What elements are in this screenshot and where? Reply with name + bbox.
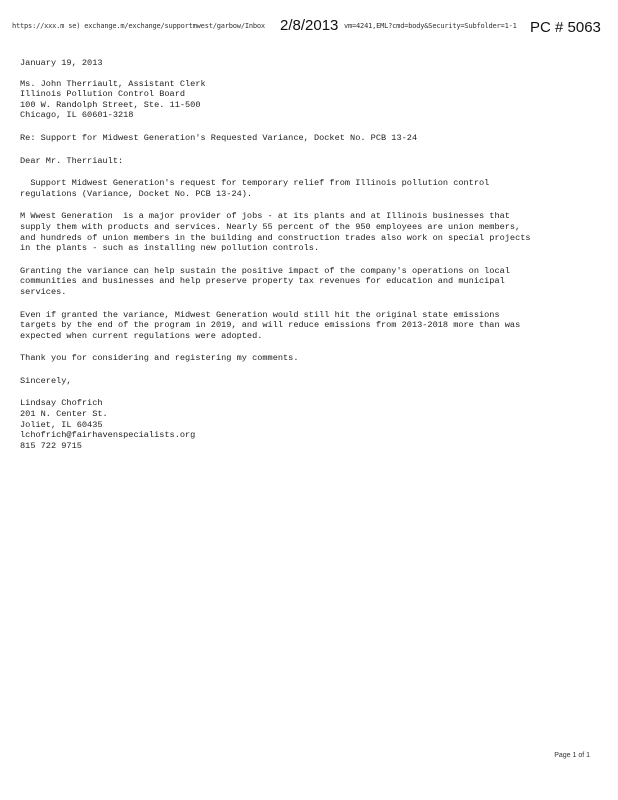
paragraph-line: Granting the variance can help sustain the positive impact of the company's operations on local xyxy=(20,265,510,276)
closing: Sincerely, xyxy=(20,375,72,386)
signature-line: Joliet, IL 60435 xyxy=(20,419,103,430)
paragraph-line: and hundreds of union members in the building and construction trades also work on special projects xyxy=(20,232,531,243)
paragraph-line: expected when current regulations were adopted. xyxy=(20,330,263,341)
paragraph-line: services. xyxy=(20,286,67,297)
recipient-line: Ms. John Therriault, Assistant Clerk xyxy=(20,78,206,89)
signature-block xyxy=(20,398,600,451)
letter-body xyxy=(20,58,600,463)
pc-number-stamp: PC # 5063 xyxy=(530,19,601,36)
page-number: Page 1 of 1 xyxy=(554,752,590,759)
signature-email: lchofrich@fairhavenspecialists.org xyxy=(20,430,196,441)
subject-line: Re: Support for Midwest Generation's Requested Variance, Docket No. PCB 13-24 xyxy=(20,132,418,143)
paragraph-line: communities and businesses and help preserve property tax revenues for education and municipal xyxy=(20,276,505,287)
paragraph xyxy=(20,178,600,199)
recipient-line: Illinois Pollution Control Board xyxy=(20,89,186,100)
paragraph xyxy=(20,211,600,253)
paragraph xyxy=(20,266,600,298)
signature-name: Lindsay Chofrich xyxy=(20,398,103,409)
paragraph xyxy=(20,353,600,364)
header-date: 2/8/2013 xyxy=(280,17,339,34)
paragraph-line: targets by the end of the program in 2019, and will reduce emissions from 2013-2018 more than was xyxy=(20,320,521,331)
recipient-address xyxy=(20,79,600,121)
signature-phone: 815 722 9715 xyxy=(20,440,82,451)
letter-date: January 19, 2013 xyxy=(20,58,103,68)
paragraph-line: Even if granted the variance, Midwest Generation would still hit the original state emissions xyxy=(20,309,500,320)
recipient-line: 100 W. Randolph Street, Ste. 11-500 xyxy=(20,99,201,110)
signature-line: 201 N. Center St. xyxy=(20,409,108,420)
paragraph-line: regulations (Variance, Docket No. PCB 13-24). xyxy=(20,188,253,199)
paragraph-line: supply them with products and services. Nearly 55 percent of the 950 employees are union members, xyxy=(20,221,521,232)
paragraph-line: Thank you for considering and registering my comments. xyxy=(20,353,299,364)
paragraph-line: M Wwest Generation is a major provider of jobs - at its plants and at Illinois businesses that xyxy=(20,211,510,222)
salutation: Dear Mr. Therriault: xyxy=(20,155,124,166)
header-url: https://xxx.m se) exchange.m/exchange/supportmwest/garbow/Inbox xyxy=(12,22,265,30)
header-url-params: vm=4241,EML?cmd=body&Security=Subfolder=1-1 xyxy=(344,22,517,30)
paragraph xyxy=(20,310,600,342)
paragraph-line: Support Midwest Generation's request for temporary relief from Illinois pollution control xyxy=(20,178,490,189)
recipient-line: Chicago, IL 60601-3218 xyxy=(20,110,134,121)
paragraph-line: in the plants - such as installing new pollution controls. xyxy=(20,243,320,254)
